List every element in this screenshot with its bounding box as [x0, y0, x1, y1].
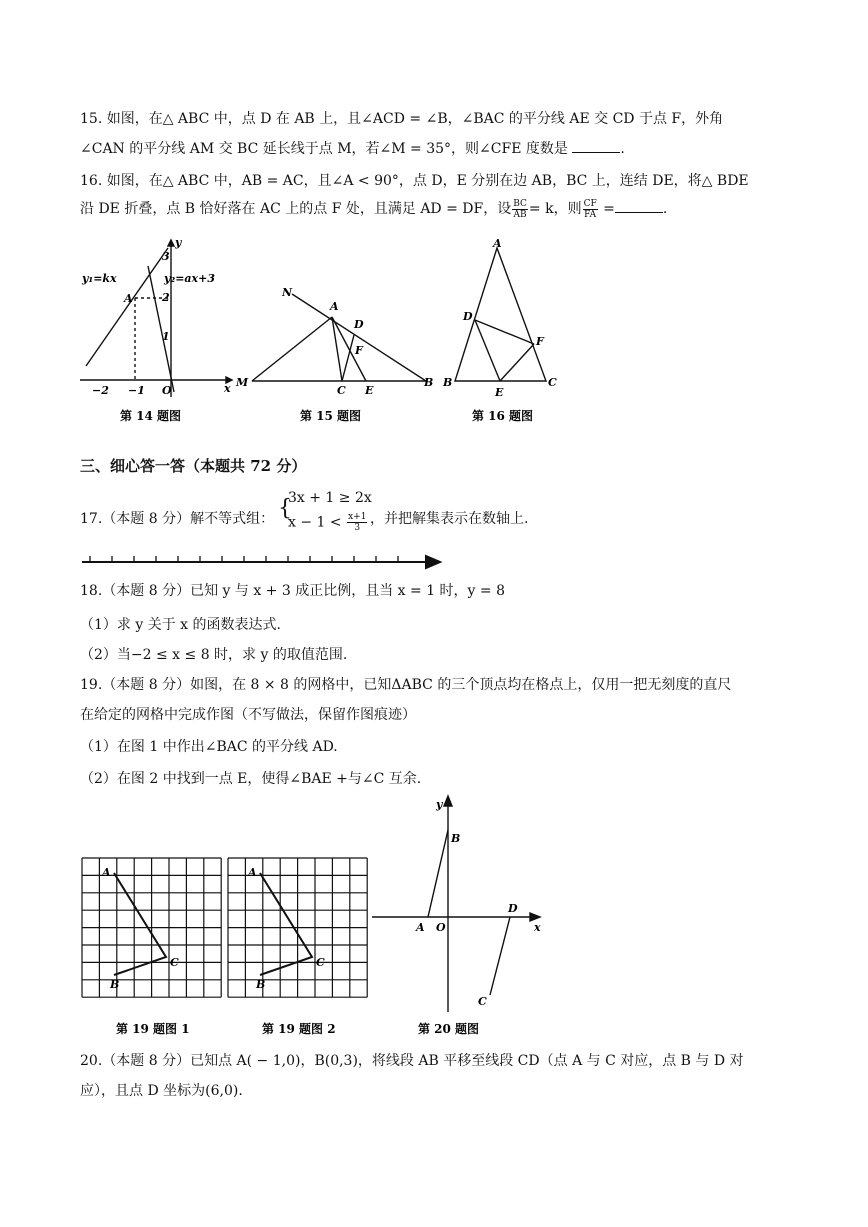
- frac-denominator: AB: [513, 209, 527, 220]
- fig16-caption: 第 16 题图: [472, 409, 534, 423]
- number-line: [80, 550, 450, 574]
- fig14-origin: O: [162, 384, 172, 397]
- fig14-tick-y-0: 3: [162, 250, 170, 263]
- y-axis-arrow-icon: [444, 796, 452, 806]
- line-cd: [342, 335, 354, 381]
- q16-fraction-cf-fa: [583, 199, 598, 220]
- q17-prefix: 17.（本题 8 分）解不等式组：: [80, 511, 275, 527]
- fig15-point-d: D: [354, 318, 364, 331]
- fig14-tick-y-1: 2: [162, 291, 170, 304]
- triangle-abc-sides: [260, 873, 312, 975]
- fig19-2-point-b: B: [256, 978, 266, 991]
- fig15-point-e: E: [365, 384, 374, 397]
- frac-denominator: FA: [584, 209, 597, 220]
- figure-14: [78, 232, 238, 432]
- q15-line-2: [80, 138, 625, 158]
- q19-part-2: （2）在图 2 中找到一点 E，使得∠BAE +与∠C 互余.: [80, 771, 422, 787]
- fig15-point-c: C: [337, 384, 346, 397]
- fig15-point-n: N: [282, 286, 293, 299]
- frac-numerator: CF: [583, 198, 597, 209]
- fig20-origin: O: [436, 921, 446, 934]
- fig19-1-point-c: C: [170, 956, 179, 969]
- q16-line-2-end: .: [662, 201, 668, 217]
- q19-part-1: （1）在图 1 中作出∠BAC 的平分线 AD.: [80, 739, 338, 755]
- segment-ab: [428, 830, 448, 917]
- fig20-point-b: B: [451, 832, 461, 845]
- segment-dc: [490, 917, 510, 995]
- fig19-1-point-a: A: [102, 866, 111, 879]
- q18-part-1: （1）求 y 关于 x 的函数表达式.: [80, 617, 281, 633]
- fig15-point-f: F: [355, 344, 363, 357]
- figure-19-2: [226, 856, 371, 1040]
- fig19-2-point-a: A: [248, 866, 257, 879]
- fig14-point-a: A: [124, 292, 133, 305]
- q16-line-2-c: =: [603, 201, 615, 217]
- q17-inequality-2: [288, 512, 368, 533]
- fig14-y1-label: y₁=kx: [82, 272, 117, 285]
- q19-line-2: 在给定的网格中完成作图（不写做法，保留作图痕迹）: [80, 707, 416, 723]
- q19-line-1: 19.（本题 8 分）如图，在 8 × 8 的网格中，已知ΔABC 的三个顶点均在格点上，仅用一把无刻度的直尺: [80, 677, 732, 693]
- fig14-tick-y-2: 1: [162, 330, 170, 343]
- q15-line-2-text: ∠CAN 的平分线 AM 交 BC 延长线于点 M，若∠M = 35°，则∠CFE 度数是: [80, 141, 568, 157]
- frac-numerator: x+1: [348, 512, 367, 522]
- q17-inequality-2-left: x − 1 <: [288, 514, 342, 531]
- figure-20: [370, 790, 555, 1040]
- q17-system: [80, 488, 640, 544]
- y-axis-arrow-icon: [168, 240, 174, 246]
- q16-line-2-a: 沿 DE 折叠，点 B 恰好落在 AC 上的点 F 处，且满足 AD = DF，设: [80, 201, 512, 217]
- number-line-arrow-icon: [426, 556, 440, 568]
- frac-numerator: BC: [513, 198, 527, 209]
- figure-19-1: [80, 856, 225, 1040]
- q16-line-2: [80, 198, 667, 220]
- section-3-title: 三、细心答一答（本题共 72 分）: [80, 457, 307, 475]
- brace-icon: {: [278, 496, 292, 521]
- q20-line-1: 20.（本题 8 分）已知点 A( − 1,0)，B(0,3)，将线段 AB 平移至线段 CD（点 A 与 C 对应，点 B 与 D 对: [80, 1053, 744, 1069]
- q16-line-1: 16. 如图，在△ ABC 中，AB = AC，且∠A < 90°，点 D，E 分别在边 AB，BC 上，连结 DE，将△ BDE: [80, 173, 749, 189]
- fig15-point-m: M: [236, 376, 249, 389]
- fig19-1-point-b: B: [110, 978, 120, 991]
- fig14-tick-x-0: −2: [92, 384, 109, 397]
- q20-line-2: 应），且点 D 坐标为(6,0).: [80, 1083, 243, 1099]
- line-ma: [252, 317, 332, 381]
- figure-16: [440, 237, 570, 432]
- fig16-point-f: F: [536, 335, 544, 348]
- q16-fraction-bc-ab: [512, 199, 528, 220]
- q15-answer-blank: [572, 140, 620, 153]
- fig15-point-b: B: [424, 376, 434, 389]
- fig20-point-c: C: [478, 995, 487, 1008]
- q15-line-2-end: .: [620, 141, 625, 157]
- fig20-point-d: D: [508, 902, 518, 915]
- q16-answer-blank: [615, 200, 663, 213]
- fig16-point-b: B: [443, 376, 453, 389]
- fig20-caption: 第 20 题图: [418, 1022, 480, 1036]
- q15-line-1: 15. 如图，在△ ABC 中，点 D 在 AB 上，且∠ACD = ∠B，∠BAC 的平分线 AE 交 CD 于点 F，外角: [80, 111, 724, 127]
- fig14-y-label: y: [175, 236, 182, 249]
- fig15-caption: 第 15 题图: [300, 409, 362, 423]
- fig19-2-caption: 第 19 题图 2: [262, 1022, 336, 1036]
- fig15-point-a: A: [330, 300, 339, 313]
- fig16-point-d: D: [463, 310, 473, 323]
- fig14-x-label: x: [224, 382, 231, 395]
- line-ef: [500, 344, 534, 381]
- figure-15: [230, 282, 445, 432]
- q18-line-1: 18.（本题 8 分）已知 y 与 x + 3 成正比例，且当 x = 1 时，y = 8: [80, 583, 505, 599]
- q17-suffix: ，并把解集表示在数轴上.: [370, 511, 529, 527]
- fig14-tick-x-1: −1: [128, 384, 145, 397]
- frac-denominator: 3: [354, 523, 361, 533]
- q17-fraction: [347, 512, 367, 533]
- fig19-2-point-c: C: [316, 956, 325, 969]
- fig16-point-a: A: [493, 237, 502, 250]
- fig16-point-e: E: [495, 386, 504, 399]
- fig19-1-caption: 第 19 题图 1: [116, 1022, 190, 1036]
- q18-part-2: （2）当−2 ≤ x ≤ 8 时，求 y 的取值范围.: [80, 647, 348, 663]
- q16-line-2-b: = k，则: [528, 201, 582, 217]
- fig14-caption: 第 14 题图: [120, 409, 182, 423]
- x-axis-arrow-icon: [530, 913, 540, 921]
- q17-inequality-1: 3x + 1 ≥ 2x: [288, 490, 372, 506]
- fig20-point-a: A: [416, 921, 425, 934]
- fig20-y-label: y: [436, 798, 443, 811]
- fig20-x-label: x: [534, 921, 541, 934]
- fig16-point-c: C: [548, 376, 557, 389]
- triangle-abc-sides: [114, 873, 166, 975]
- fig14-y2-label: y₂=ax+3: [164, 272, 215, 285]
- line-y1: [86, 248, 168, 366]
